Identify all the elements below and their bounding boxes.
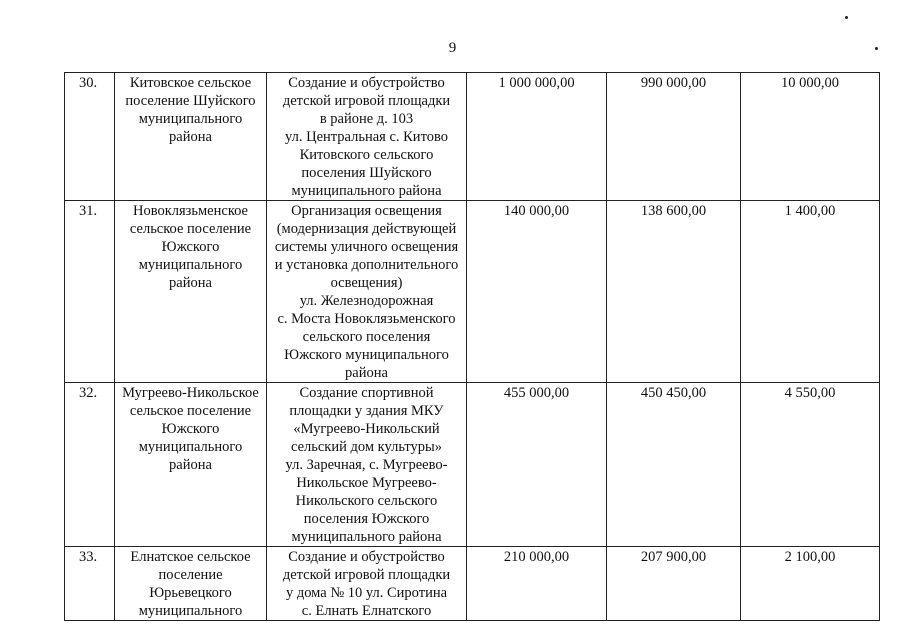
municipality-line: района [169,275,212,291]
table-row [65,73,880,201]
project-line: ул. Заречная, с. Мугреево- [285,457,448,473]
subsidy-amount-cell [607,73,741,201]
project-line: детской игровой площадки [282,93,451,109]
project-line: Никольское Мугреево- [296,475,437,491]
municipality-line: Южского [161,239,220,255]
project-line: Южского муниципального [284,347,449,363]
project-line: Организация освещения [291,203,442,219]
municipality-line: поселение [158,567,223,583]
total-amount-cell [467,547,607,621]
municipality-line: района [169,129,212,145]
project-line: Создание и обустройство [288,549,445,565]
project-line: площадки у здания МКУ [289,403,444,419]
project-line: Китовского сельского [299,147,434,163]
project-line: у дома № 10 ул. Сиротина [285,585,448,601]
subsidy-amount-cell [607,383,741,547]
total-amount: 1 000 000,00 [498,75,575,91]
project-line: района [345,365,388,381]
table-row [65,383,880,547]
table-row [65,201,880,383]
row-number: 30. [79,75,98,91]
row-number-cell [65,201,115,383]
project-line: Создание и обустройство [288,75,445,91]
municipality-line: муниципального [138,257,243,273]
subsidy-amount: 450 450,00 [640,385,707,401]
project-line: муниципального района [291,183,442,199]
project-line: ул. Железнодорожная [299,293,434,309]
project-line: детской игровой площадки [282,567,451,583]
project-cell [267,73,467,201]
project-line: и установка дополнительного [274,257,459,273]
subsidy-amount-cell [607,547,741,621]
total-amount: 140 000,00 [503,203,570,219]
project-line: с. Моста Новоклязьменского [277,311,456,327]
total-amount-cell [467,383,607,547]
local-amount: 2 100,00 [784,549,836,565]
project-line: сельского поселения [302,329,431,345]
total-amount: 455 000,00 [503,385,570,401]
municipality-cell [115,201,267,383]
project-line: в районе д. 103 [319,111,414,127]
scan-speck [845,16,848,19]
local-amount-cell [741,201,880,383]
municipality-line: Юрьевецкого [149,585,232,601]
municipality-line: муниципального [138,603,243,619]
project-line: сельский дом культуры» [290,439,443,455]
project-line: с. Елнать Елнатского [301,603,432,619]
subsidy-amount: 207 900,00 [640,549,707,565]
project-line: Создание спортивной [299,385,434,401]
project-line: ул. Центральная с. Китово [285,129,448,145]
table-row [65,547,880,621]
municipality-line: сельское поселение [129,221,252,237]
row-number: 32. [79,385,98,401]
scan-speck [875,47,878,50]
subsidy-amount-cell [607,201,741,383]
municipality-cell [115,383,267,547]
project-cell [267,383,467,547]
page-number: 9 [448,40,457,56]
project-line: муниципального района [291,529,442,545]
row-number: 31. [79,203,98,219]
municipality-line: муниципального [138,111,243,127]
municipality-line: Елнатское сельское [130,549,251,565]
local-amount: 1 400,00 [784,203,836,219]
project-line: «Мугреево-Никольский [293,421,440,437]
municipality-line: муниципального [138,439,243,455]
municipality-line: поселение Шуйского [125,93,256,109]
municipality-line: Южского [161,421,220,437]
row-number-cell [65,383,115,547]
local-amount: 10 000,00 [781,75,839,91]
total-amount-cell [467,73,607,201]
project-cell [267,547,467,621]
municipality-line: Китовское сельское [129,75,252,91]
municipality-cell [115,73,267,201]
project-line: освещения) [330,275,403,291]
row-number-cell [65,547,115,621]
project-line: (модернизация действующей [276,221,457,237]
municipality-line: района [169,457,212,473]
subsidy-amount: 138 600,00 [640,203,707,219]
project-line: поселения Южского [303,511,430,527]
project-cell [267,201,467,383]
municipality-line: Мугреево-Никольское [122,385,259,401]
subsidy-table [64,72,880,621]
municipality-cell [115,547,267,621]
municipality-line: сельское поселение [129,403,252,419]
local-amount: 4 550,00 [784,385,836,401]
total-amount-cell [467,201,607,383]
project-line: системы уличного освещения [274,239,459,255]
project-line: Никольского сельского [295,493,438,509]
local-amount-cell [741,383,880,547]
project-line: поселения Шуйского [301,165,432,181]
total-amount: 210 000,00 [503,549,570,565]
municipality-line: Новоклязьменское [133,203,248,219]
row-number: 33. [79,549,98,565]
row-number-cell [65,73,115,201]
local-amount-cell [741,547,880,621]
subsidy-amount: 990 000,00 [640,75,707,91]
local-amount-cell [741,73,880,201]
